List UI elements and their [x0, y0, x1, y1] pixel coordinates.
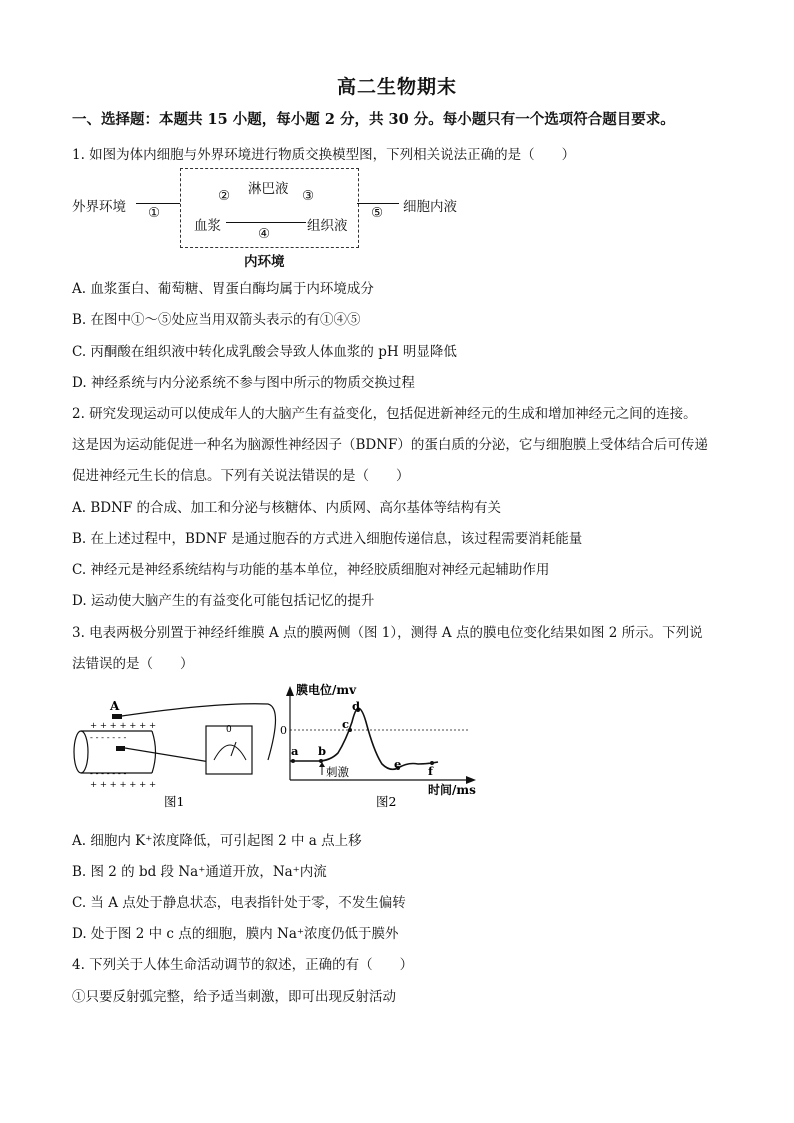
q4-item-1: ①只要反射弧完整，给予适当刺激，即可出现反射活动	[72, 989, 396, 1005]
q2-option-a: A. BDNF 的合成、加工和分泌与核糖体、内质网、高尔基体等结构有关	[72, 500, 502, 516]
q2-stem-line-2: 这是因为运动能促进一种名为脑源性神经因子（BDNF）的蛋白质的分泌，它与细胞膜上受体结合后可传递	[72, 437, 708, 453]
marker-4: ④	[258, 226, 271, 242]
label-outer-environment: 外界环境	[72, 199, 126, 215]
label-lymph: 淋巴液	[248, 181, 289, 197]
line-1	[136, 203, 180, 204]
q4-stem: 4. 下列关于人体生命活动调节的叙述，正确的有（ ）	[72, 957, 414, 973]
q2-option-d: D. 运动使大脑产生的有益变化可能包括记忆的提升	[72, 593, 375, 609]
fig1-minus-bottom: - - - - - - -	[90, 769, 127, 779]
label-e: e	[394, 757, 402, 771]
electrode-inner	[116, 746, 125, 751]
wire-inner	[125, 748, 210, 762]
label-d: d	[352, 699, 361, 713]
q3-option-d: D. 处于图 2 中 c 点的细胞，膜内 Na⁺浓度仍低于膜外	[72, 926, 399, 942]
line-4	[226, 222, 306, 223]
label-plasma: 血浆	[194, 218, 221, 234]
fig1-minus-top: - - - - - - -	[90, 733, 127, 743]
fig1-zero: 0	[226, 725, 232, 735]
section-heading: 一、选择题：本题共 15 小题，每小题 2 分，共 30 分。每小题只有一个选项符合题目要求。	[72, 111, 675, 128]
label-intracellular-fluid: 细胞内液	[403, 199, 457, 215]
q1-option-b: B. 在图中①～⑤处应当用双箭头表示的有①④⑤	[72, 312, 361, 328]
fig2-xlabel: 时间/ms	[428, 783, 476, 797]
marker-1: ①	[148, 205, 161, 221]
stimulus-arrow-head	[319, 762, 325, 767]
line-5	[357, 203, 399, 204]
stimulus-label: 刺激	[326, 765, 349, 779]
figure-2-potential-graph	[282, 680, 487, 812]
fig2-caption: 图2	[376, 794, 397, 809]
fig1-plus-top: + + + + + + +	[90, 721, 157, 731]
point-b	[319, 759, 323, 763]
fig1-caption: 图1	[164, 794, 185, 809]
fig1-label-a: A	[110, 699, 120, 713]
q3-option-b: B. 图 2 的 bd 段 Na⁺通道开放，Na⁺内流	[72, 864, 327, 880]
label-c: c	[342, 717, 350, 731]
q3-option-c: C. 当 A 点处于静息状态，电表指针处于零，不发生偏转	[72, 895, 406, 911]
page-title: 高二生物期末	[336, 76, 457, 98]
y-axis-arrow	[286, 686, 294, 696]
q1-option-d: D. 神经系统与内分泌系统不参与图中所示的物质交换过程	[72, 375, 415, 391]
q1-stem: 1. 如图为体内细胞与外界环境进行物质交换模型图，下列相关说法正确的是（ ）	[72, 147, 576, 163]
label-b: b	[318, 744, 327, 758]
q1-option-a: A. 血浆蛋白、葡萄糖、胃蛋白酶均属于内环境成分	[72, 281, 374, 297]
q2-stem-line-1: 2. 研究发现运动可以使成年人的大脑产生有益变化，包括促进新神经元的生成和增加神经元之间的连接。	[72, 406, 697, 422]
marker-3: ③	[302, 188, 315, 204]
marker-5: ⑤	[371, 205, 384, 221]
fiber-end-left	[74, 731, 88, 773]
q1-option-c: C. 丙酮酸在组织液中转化成乳酸会导致人体血浆的 pH 明显降低	[72, 344, 457, 360]
label-f: f	[428, 764, 433, 778]
fig2-ylabel: 膜电位/mv	[296, 683, 357, 697]
q3-stem-line-1: 3. 电表两极分别置于神经纤维膜 A 点的膜两侧（图 1），测得 A 点的膜电位变化结果如图 2 所示。下列说	[72, 625, 703, 641]
q2-stem-line-3: 促进神经元生长的信息。下列有关说法错误的是（ ）	[72, 468, 410, 484]
label-internal-environment: 内环境	[244, 254, 285, 270]
marker-2: ②	[218, 188, 231, 204]
potential-curve	[290, 708, 438, 769]
q2-option-b: B. 在上述过程中，BDNF 是通过胞吞的方式进入细胞传递信息，该过程需要消耗能量	[72, 531, 583, 547]
electrode-a	[112, 714, 122, 719]
fig2-zero: 0	[280, 724, 287, 737]
q3-stem-line-2: 法错误的是（ ）	[72, 656, 194, 672]
figure-1-nerve-fiber	[68, 690, 288, 810]
q3-option-a: A. 细胞内 K⁺浓度降低，可引起图 2 中 a 点上移	[72, 833, 362, 849]
fig1-plus-bottom: + + + + + + +	[90, 780, 157, 790]
point-a	[291, 759, 295, 763]
q2-option-c: C. 神经元是神经系统结构与功能的基本单位，神经胶质细胞对神经元起辅助作用	[72, 562, 550, 578]
label-tissue-fluid: 组织液	[307, 218, 348, 234]
label-a: a	[291, 744, 299, 758]
